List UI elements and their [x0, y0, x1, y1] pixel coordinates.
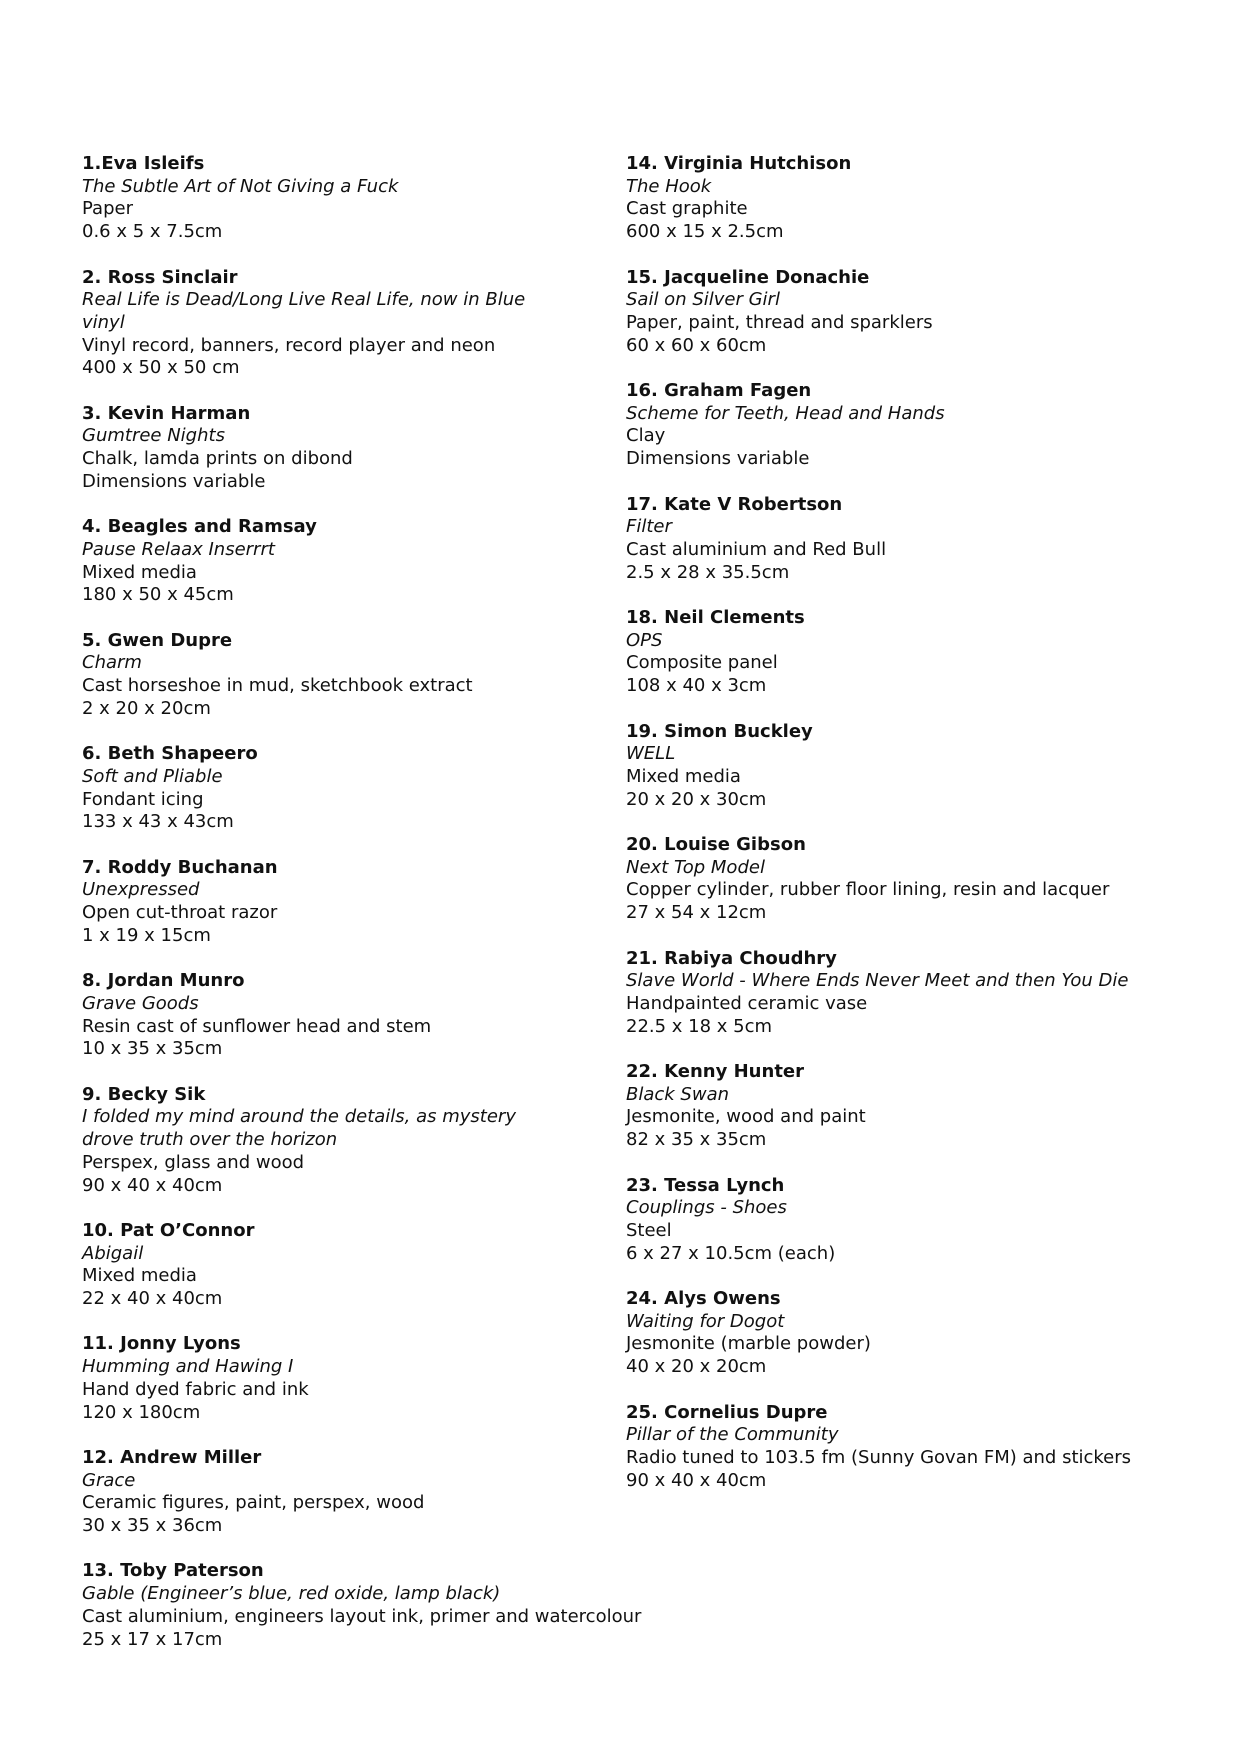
- artist-name: 12. Andrew Miller: [82, 1446, 262, 1468]
- artwork-title: The Hook: [626, 175, 712, 197]
- artwork-entry: [82, 1447, 642, 1538]
- artwork-entry: [82, 153, 642, 244]
- artist-name: 22. Kenny Hunter: [626, 1061, 805, 1082]
- artwork-medium: Cast horseshoe in mud, sketchbook extract: [82, 675, 473, 697]
- artwork-title: Scheme for Teeth, Head and Hands: [626, 402, 945, 424]
- artist-name: 3. Kevin Harman: [82, 402, 251, 424]
- artwork-title: WELL: [626, 743, 676, 765]
- artwork-dimensions: 82 x 35 x 35cm: [626, 1129, 767, 1151]
- artist-name: 23. Tessa Lynch: [626, 1174, 785, 1196]
- artwork-medium: Composite panel: [626, 652, 778, 674]
- artwork-entry: [82, 403, 642, 494]
- artwork-dimensions: 60 x 60 x 60cm: [626, 334, 767, 356]
- artist-name: 10. Pat O’Connor: [82, 1219, 255, 1241]
- left-column: [82, 153, 642, 1674]
- artist-name: 16. Graham Fagen: [626, 380, 812, 401]
- artwork-title: Humming and Hawing I: [82, 1356, 294, 1378]
- artwork-medium: Radio tuned to 103.5 fm (Sunny Govan FM) and stickers: [626, 1446, 1132, 1468]
- artwork-title: Black Swan: [626, 1083, 730, 1105]
- artwork-entry: [626, 1402, 1186, 1493]
- artist-name: 5. Gwen Dupre: [82, 629, 233, 651]
- artwork-title: Waiting for Dogot: [626, 1310, 785, 1332]
- artwork-medium: Clay: [626, 425, 666, 447]
- artwork-title: Soft and Pliable: [82, 765, 223, 787]
- artwork-medium: Mixed media: [626, 765, 741, 787]
- artist-name: 4. Beagles and Ramsay: [82, 516, 317, 538]
- artwork-dimensions: 108 x 40 x 3cm: [626, 675, 767, 697]
- artwork-medium: Handpainted ceramic vase: [626, 992, 868, 1014]
- artist-name: 2. Ross Sinclair: [82, 266, 238, 288]
- artwork-medium: Cast aluminium and Red Bull: [626, 538, 887, 560]
- artwork-entry: [82, 743, 642, 834]
- artwork-medium: Cast graphite: [626, 198, 748, 220]
- artwork-medium: Jesmonite, wood and paint: [626, 1106, 866, 1128]
- artist-name: 6. Beth Shapeero: [82, 743, 258, 765]
- artwork-dimensions: 0.6 x 5 x 7.5cm: [82, 221, 223, 243]
- artwork-dimensions: 1 x 19 x 15cm: [82, 924, 211, 946]
- artwork-entry: [82, 1333, 642, 1424]
- artist-name: 24. Alys Owens: [626, 1288, 781, 1309]
- artwork-entry: [82, 970, 642, 1061]
- artwork-dimensions: 600 x 15 x 2.5cm: [626, 221, 784, 243]
- artwork-dimensions: 120 x 180cm: [82, 1401, 201, 1423]
- artwork-medium: Mixed media: [82, 561, 197, 583]
- artwork-entry: [82, 1220, 642, 1311]
- artwork-medium: Ceramic figures, paint, perspex, wood: [82, 1492, 425, 1514]
- artwork-dimensions: 25 x 17 x 17cm: [82, 1628, 223, 1650]
- artwork-entry: [626, 948, 1186, 1039]
- artwork-title: Slave World - Where Ends Never Meet and then You Die: [626, 970, 1129, 992]
- artwork-medium: Paper, paint, thread and sparklers: [626, 311, 933, 333]
- artwork-medium: Hand dyed fabric and ink: [82, 1378, 309, 1400]
- artwork-medium: Fondant icing: [82, 788, 204, 810]
- artwork-dimensions: 180 x 50 x 45cm: [82, 584, 234, 606]
- artwork-title: Sail on Silver Girl: [626, 289, 780, 311]
- artwork-entry: [626, 721, 1186, 812]
- artwork-title: The Subtle Art of Not Giving a Fuck: [82, 175, 399, 197]
- artwork-title: Grave Goods: [82, 992, 199, 1014]
- artwork-medium: Cast aluminium, engineers layout ink, primer and watercolour: [82, 1605, 642, 1627]
- artwork-title: Grace: [82, 1469, 136, 1491]
- artwork-entry: [626, 607, 1186, 698]
- artist-name: 18. Neil Clements: [626, 607, 805, 628]
- artwork-title: Next Top Model: [626, 856, 765, 878]
- artwork-dimensions: 10 x 35 x 35cm: [82, 1038, 223, 1060]
- artwork-medium: Resin cast of sunflower head and stem: [82, 1015, 432, 1037]
- artist-name: 25. Cornelius Dupre: [626, 1401, 828, 1423]
- artwork-dimensions: 400 x 50 x 50 cm: [82, 357, 240, 379]
- artist-name: 14. Virginia Hutchison: [626, 153, 852, 174]
- artist-name: 7. Roddy Buchanan: [82, 856, 278, 878]
- artwork-dimensions: 6 x 27 x 10.5cm (each): [626, 1242, 836, 1264]
- artwork-title: Real Life is Dead/Long Live Real Life, now in Blue vinyl: [82, 289, 526, 333]
- artwork-title: Couplings - Shoes: [626, 1197, 787, 1219]
- artwork-dimensions: 20 x 20 x 30cm: [626, 788, 767, 810]
- artist-name: 13. Toby Paterson: [82, 1560, 264, 1582]
- artwork-dimensions: 40 x 20 x 20cm: [626, 1356, 767, 1378]
- artwork-medium: Perspex, glass and wood: [82, 1151, 305, 1173]
- artwork-dimensions: Dimensions variable: [82, 470, 266, 492]
- artwork-entry: [626, 1061, 1186, 1152]
- artwork-entry: [82, 516, 642, 607]
- artwork-medium: Copper cylinder, rubber floor lining, resin and lacquer: [626, 879, 1110, 901]
- artist-name: 19. Simon Buckley: [626, 720, 813, 742]
- artwork-title: Filter: [626, 516, 672, 538]
- artwork-entry: [626, 153, 1186, 244]
- artwork-title: Pillar of the Community: [626, 1424, 839, 1446]
- artwork-entry: [626, 1288, 1186, 1379]
- right-column: [626, 153, 1186, 1515]
- artwork-dimensions: 133 x 43 x 43cm: [82, 811, 234, 833]
- artwork-entry: [626, 267, 1186, 358]
- artwork-entry: [82, 1084, 642, 1198]
- artwork-entry: [82, 267, 642, 381]
- artwork-dimensions: 30 x 35 x 36cm: [82, 1515, 223, 1537]
- artwork-medium: Paper: [82, 198, 133, 220]
- artwork-medium: Open cut-throat razor: [82, 902, 278, 924]
- artwork-dimensions: 90 x 40 x 40cm: [82, 1174, 223, 1196]
- artist-name: 20. Louise Gibson: [626, 834, 806, 855]
- artwork-medium: Jesmonite (marble powder): [626, 1333, 871, 1355]
- artwork-title: Abigail: [82, 1242, 144, 1264]
- artist-name: 1.Eva Isleifs: [82, 153, 205, 174]
- artwork-dimensions: 22 x 40 x 40cm: [82, 1288, 223, 1310]
- artwork-entry: [82, 1560, 642, 1651]
- artwork-dimensions: 90 x 40 x 40cm: [626, 1469, 767, 1491]
- artwork-entry: [82, 630, 642, 721]
- artist-name: 21. Rabiya Choudhry: [626, 947, 837, 969]
- artwork-title: Pause Relaax Inserrrt: [82, 538, 275, 560]
- artwork-entry: [82, 857, 642, 948]
- artwork-dimensions: Dimensions variable: [626, 448, 810, 470]
- artwork-dimensions: 22.5 x 18 x 5cm: [626, 1015, 773, 1037]
- artwork-title: I folded my mind around the details, as mystery drove truth over the horizon: [82, 1106, 516, 1151]
- artwork-medium: Steel: [626, 1219, 672, 1241]
- artwork-title: Charm: [82, 652, 142, 674]
- artwork-dimensions: 27 x 54 x 12cm: [626, 902, 767, 924]
- artwork-dimensions: 2.5 x 28 x 35.5cm: [626, 561, 790, 583]
- artwork-medium: Vinyl record, banners, record player and neon: [82, 334, 496, 356]
- artist-name: 15. Jacqueline Donachie: [626, 266, 870, 288]
- artist-name: 11. Jonny Lyons: [82, 1333, 241, 1355]
- artwork-title: Gable (Engineer’s blue, red oxide, lamp black): [82, 1583, 501, 1605]
- artwork-entry: [626, 834, 1186, 925]
- artwork-title: Unexpressed: [82, 879, 200, 901]
- artwork-entry: [626, 380, 1186, 471]
- artwork-medium: Mixed media: [82, 1265, 197, 1287]
- artwork-title: OPS: [626, 629, 663, 651]
- artwork-medium: Chalk, lamda prints on dibond: [82, 448, 353, 470]
- artist-name: 8. Jordan Munro: [82, 970, 245, 992]
- artwork-entry: [626, 494, 1186, 585]
- artwork-entry: [626, 1175, 1186, 1266]
- artist-name: 17. Kate V Robertson: [626, 493, 843, 515]
- artwork-title: Gumtree Nights: [82, 425, 225, 447]
- artwork-dimensions: 2 x 20 x 20cm: [82, 697, 211, 719]
- artist-name: 9. Becky Sik: [82, 1083, 206, 1105]
